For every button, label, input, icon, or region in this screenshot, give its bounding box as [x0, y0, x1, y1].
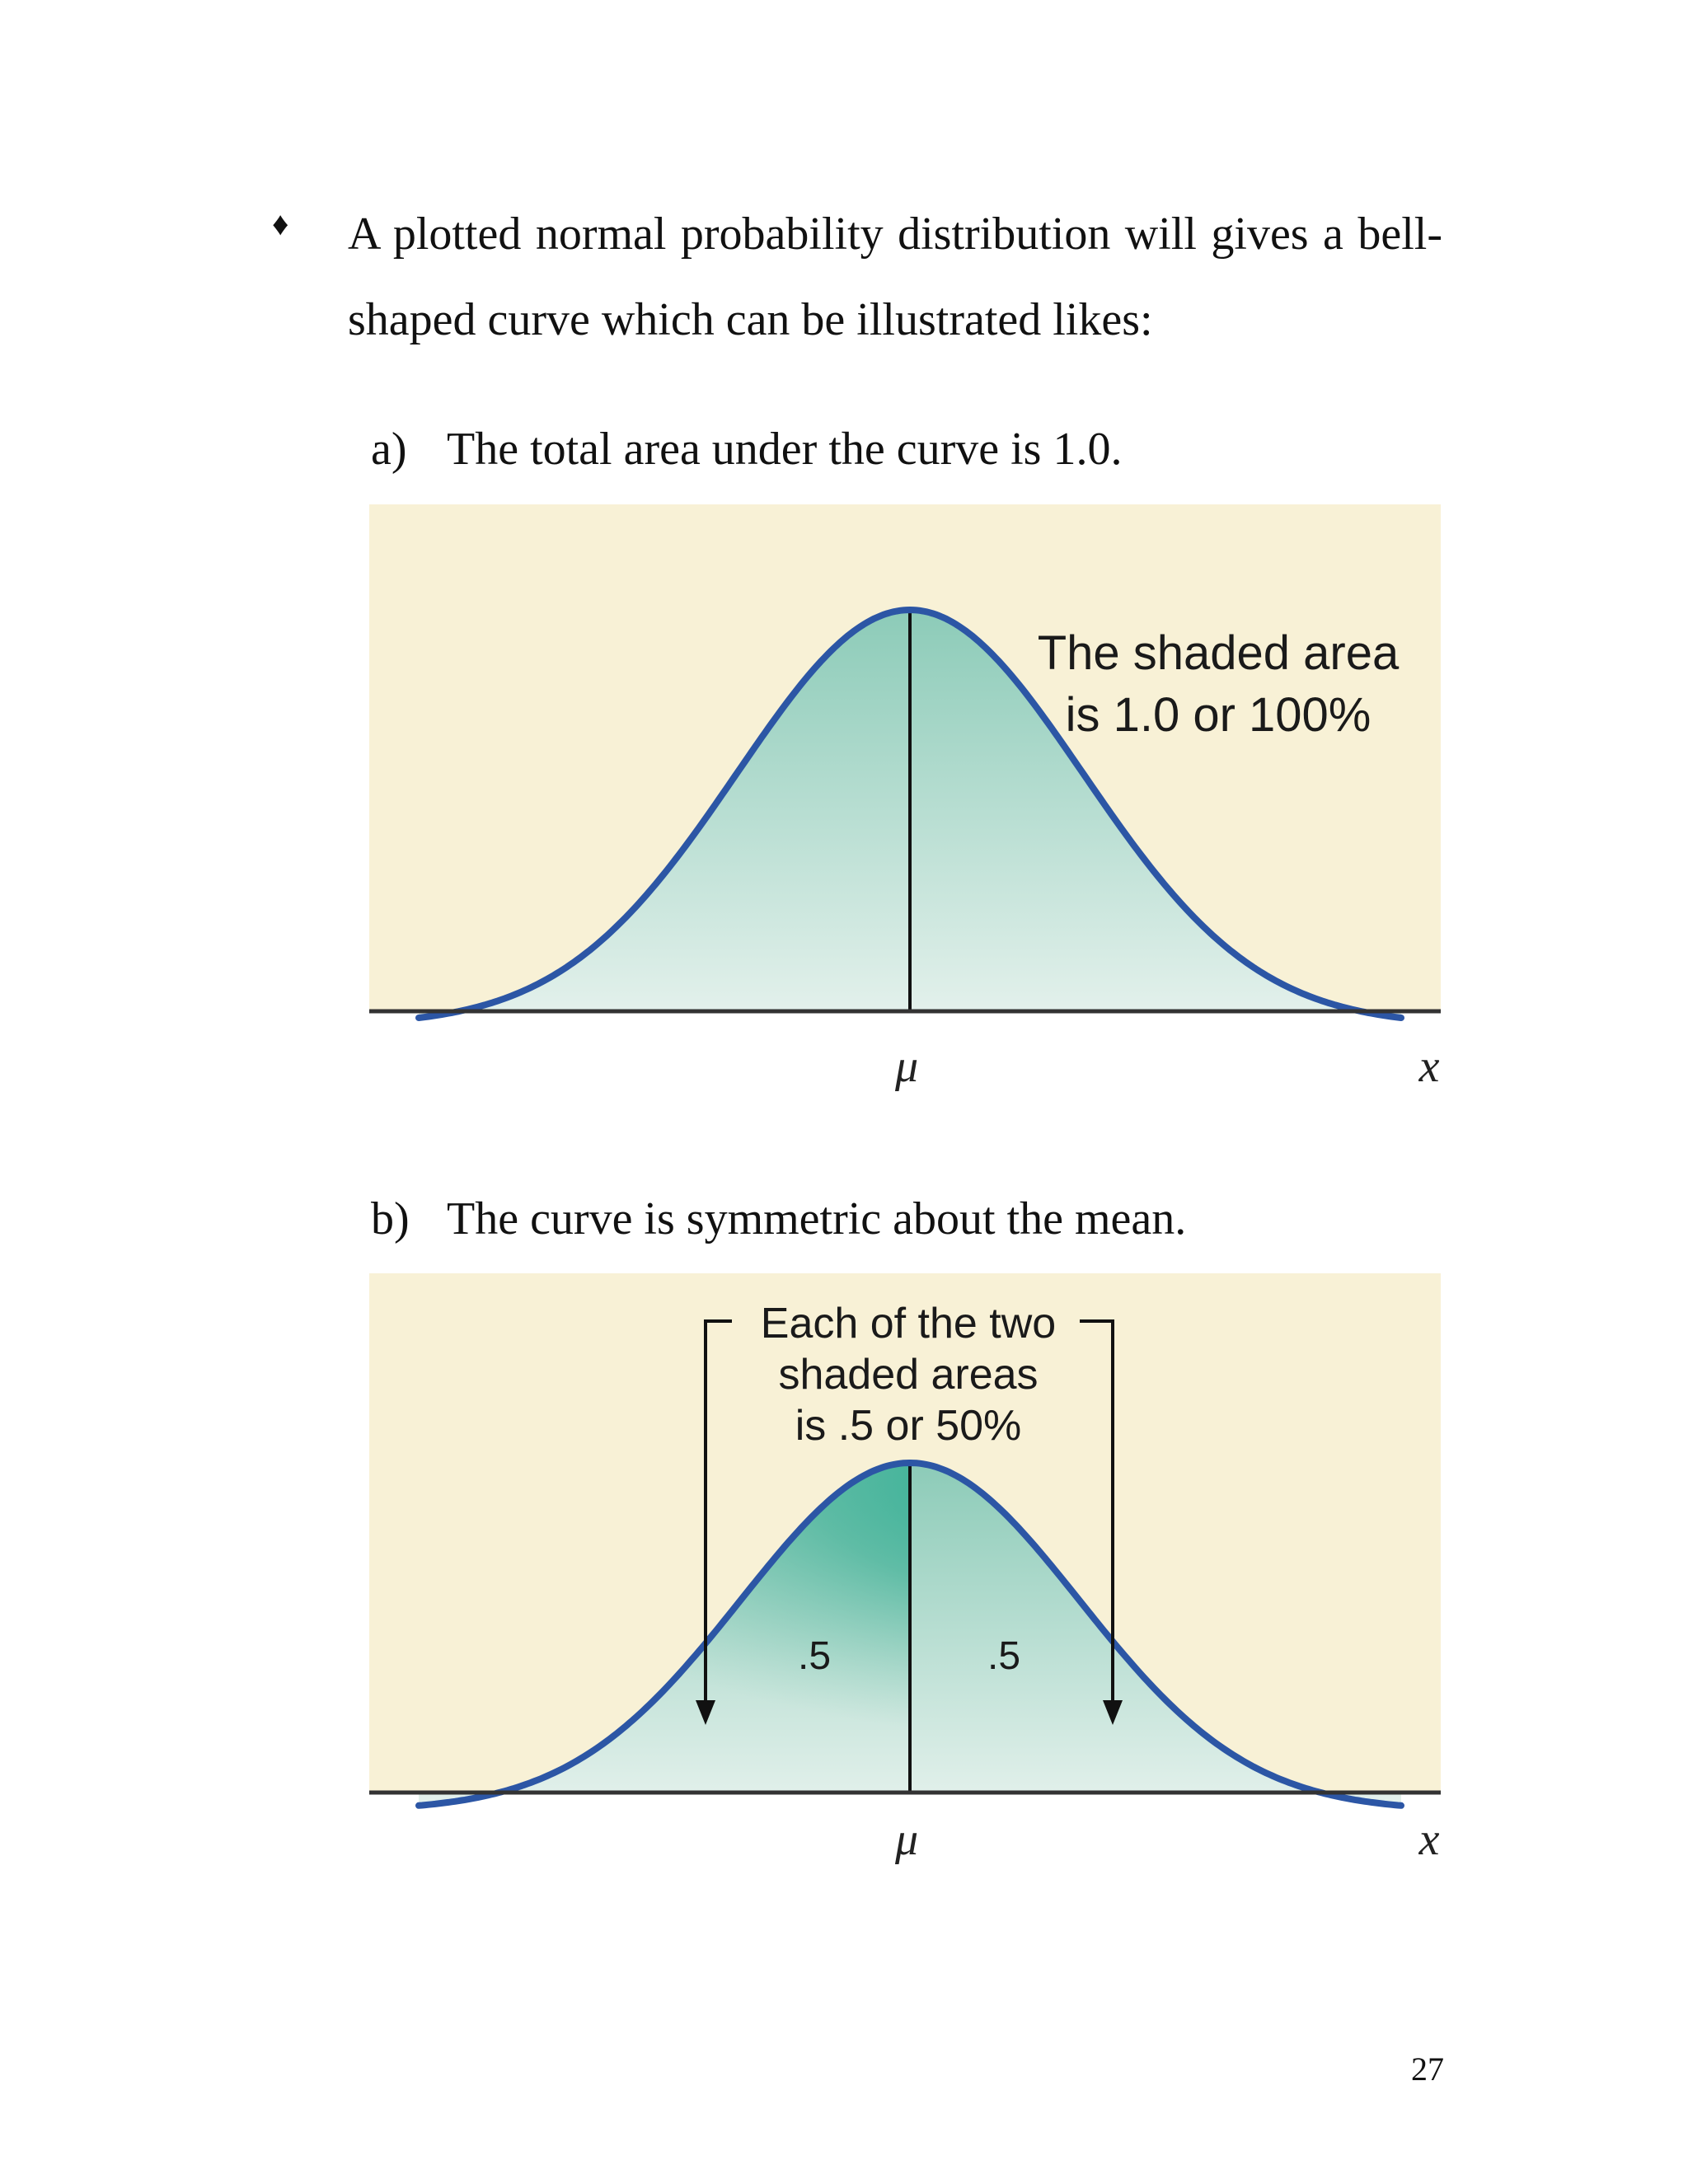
bell-curve-figure-b [369, 1273, 1441, 1867]
annotation-line-1: The shaded area [1037, 626, 1400, 680]
annotation-line-1: Each of the two [760, 1300, 1057, 1347]
list-item-text: The curve is symmetric about the mean. [447, 1193, 1187, 1244]
annotation-line-2: shaded areas [778, 1351, 1039, 1399]
mean-label: μ [894, 1814, 919, 1865]
list-item-b [371, 1190, 1186, 1248]
annotation-line-2: is 1.0 or 100% [1065, 688, 1372, 742]
left-area-label: .5 [797, 1634, 832, 1678]
axis-label: x [1418, 1814, 1440, 1865]
list-item-text: The total area under the curve is 1.0. [447, 424, 1123, 475]
axis-label: x [1418, 1041, 1440, 1092]
page-number: 27 [1411, 2050, 1444, 2088]
bell-curve-figure-a [369, 504, 1441, 1114]
mean-label: μ [894, 1041, 919, 1092]
list-item-a [371, 420, 1122, 478]
list-item-label: a) [371, 424, 407, 475]
bullet-text: A plotted normal probability distribution will gives a bell-shaped curve which can be illustrated likes: [348, 209, 1442, 345]
list-item-label: b) [371, 1193, 410, 1244]
figure-total-area [369, 504, 1441, 1114]
bullet-diamond-icon: ♦ [272, 205, 289, 242]
figure-symmetric [369, 1273, 1441, 1867]
right-area-label: .5 [987, 1634, 1021, 1678]
annotation-line-3: is .5 or 50% [795, 1402, 1022, 1450]
